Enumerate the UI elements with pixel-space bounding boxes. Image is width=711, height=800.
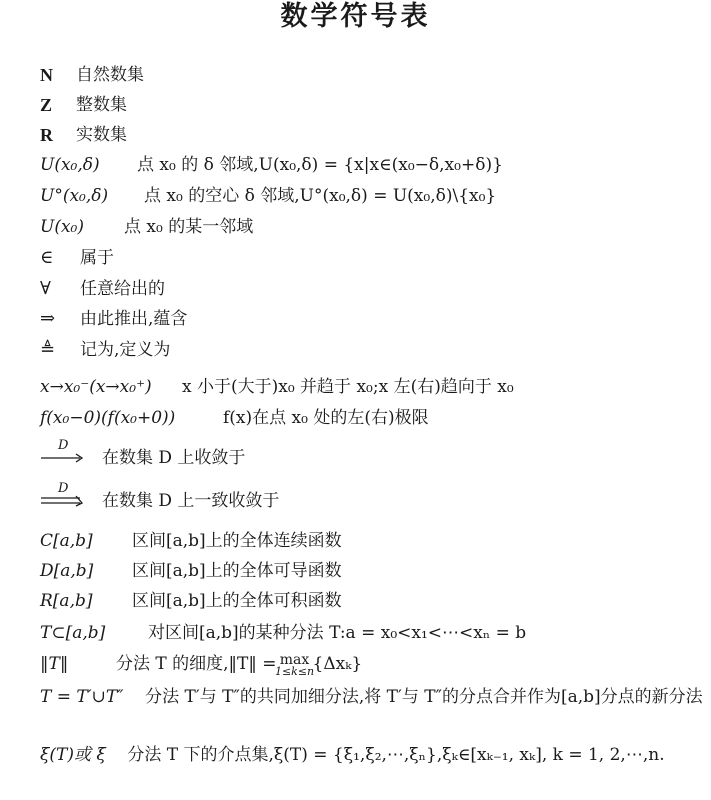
description: 任意给出的 <box>80 279 165 299</box>
symbol: T = T′∪T″ <box>40 687 124 707</box>
description: 点 x₀ 的 δ 邻域,U(x₀,δ) = {x|x∈(x₀−δ,x₀+δ)} <box>137 155 503 175</box>
description: 整数集 <box>76 95 127 115</box>
description-suffix: {Δxₖ} <box>312 654 363 674</box>
row-uniformly-converges-on <box>40 481 703 516</box>
max-label: max <box>279 652 310 668</box>
description: 点 x₀ 的空心 δ 邻域,U°(x₀,δ) = U(x₀,δ)\{x₀} <box>144 186 497 206</box>
description: 自然数集 <box>76 65 144 85</box>
symbol: U°(x₀,δ) <box>40 186 109 206</box>
row-natural-numbers <box>40 60 703 90</box>
symbol: ‖T‖ <box>40 654 69 674</box>
row-continuous-functions <box>40 526 703 556</box>
description: f(x)在点 x₀ 处的左(右)极限 <box>223 408 429 428</box>
page-title: 数学符号表 <box>280 1 431 32</box>
symbol: D[a,b] <box>40 561 94 581</box>
description-prefix: 分法 T 的细度,‖T‖ = <box>116 654 277 674</box>
description: 由此推出,蕴含 <box>80 309 188 329</box>
symbol: x→x₀⁻(x→x₀⁺) <box>40 377 152 397</box>
row-integers <box>40 90 703 120</box>
symbol: U(x₀) <box>40 217 84 237</box>
description: x 小于(大于)x₀ 并趋于 x₀;x 左(右)趋向于 x₀ <box>182 377 514 397</box>
symbol: ξ(T)或 ξ <box>40 745 106 765</box>
row-element-of <box>40 243 703 273</box>
description: 点 x₀ 的某一邻域 <box>124 217 254 237</box>
symbol: N <box>40 65 53 85</box>
row-defined-as <box>40 335 703 365</box>
description: 记为,定义为 <box>80 340 171 360</box>
row-tag-points <box>0 740 703 770</box>
row-punctured-neighborhood <box>40 181 703 211</box>
row-differentiable-functions <box>40 556 703 586</box>
arrow-label: D <box>58 438 69 453</box>
description: 在数集 D 上一致收敛于 <box>102 491 280 511</box>
converge-arrow-icon <box>40 438 102 473</box>
description: 分法 T 下的介点集,ξ(T) = {ξ₁,ξ₂,⋯,ξₙ},ξₖ∈[xₖ₋₁, xₖ], k = 1, 2,⋯,n. <box>127 745 665 765</box>
description: 属于 <box>80 248 114 268</box>
row-mesh <box>40 649 703 679</box>
symbol: ∀ <box>40 278 51 299</box>
description: 对区间[a,b]的某种分法 T:a = x₀<x₁<⋯<xₙ = b <box>148 623 527 643</box>
description: 区间[a,b]上的全体连续函数 <box>132 531 342 551</box>
symbol: R[a,b] <box>40 591 93 611</box>
description <box>116 649 362 679</box>
symbol: ∈ <box>40 247 54 268</box>
row-one-sided-limit <box>40 372 703 402</box>
symbol: ≜ <box>40 339 56 360</box>
max-operator <box>274 649 315 678</box>
row-for-all <box>40 274 703 304</box>
symbol: U(x₀,δ) <box>40 155 100 175</box>
symbol: R <box>40 125 53 145</box>
symbol: C[a,b] <box>40 531 93 551</box>
row-partition <box>40 618 703 648</box>
symbol: ⇒ <box>40 308 56 329</box>
symbol: T⊂[a,b] <box>40 623 106 643</box>
uniform-converge-arrow-icon <box>40 481 102 516</box>
row-converges-on <box>40 438 703 473</box>
row-implies <box>40 304 703 334</box>
row-common-refinement <box>0 682 703 712</box>
description: 区间[a,b]上的全体可导函数 <box>132 561 342 581</box>
description: 实数集 <box>76 125 127 145</box>
symbol: f(x₀−0)(f(x₀+0)) <box>40 408 176 428</box>
row-integrable-functions <box>40 586 703 616</box>
arrow-label: D <box>58 481 69 496</box>
description: 在数集 D 上收敛于 <box>102 448 246 468</box>
description: 区间[a,b]上的全体可积函数 <box>132 591 342 611</box>
symbol: Z <box>40 95 53 115</box>
row-neighborhood <box>40 150 703 180</box>
row-reals <box>40 120 703 150</box>
max-subscript: 1≤k≤n <box>274 665 315 678</box>
row-some-neighborhood <box>40 212 703 242</box>
row-left-right-limit <box>40 403 703 433</box>
description: 分法 T′与 T″的共同加细分法,将 T′与 T″的分点合并作为[a,b]分点的新分法 <box>145 687 703 707</box>
